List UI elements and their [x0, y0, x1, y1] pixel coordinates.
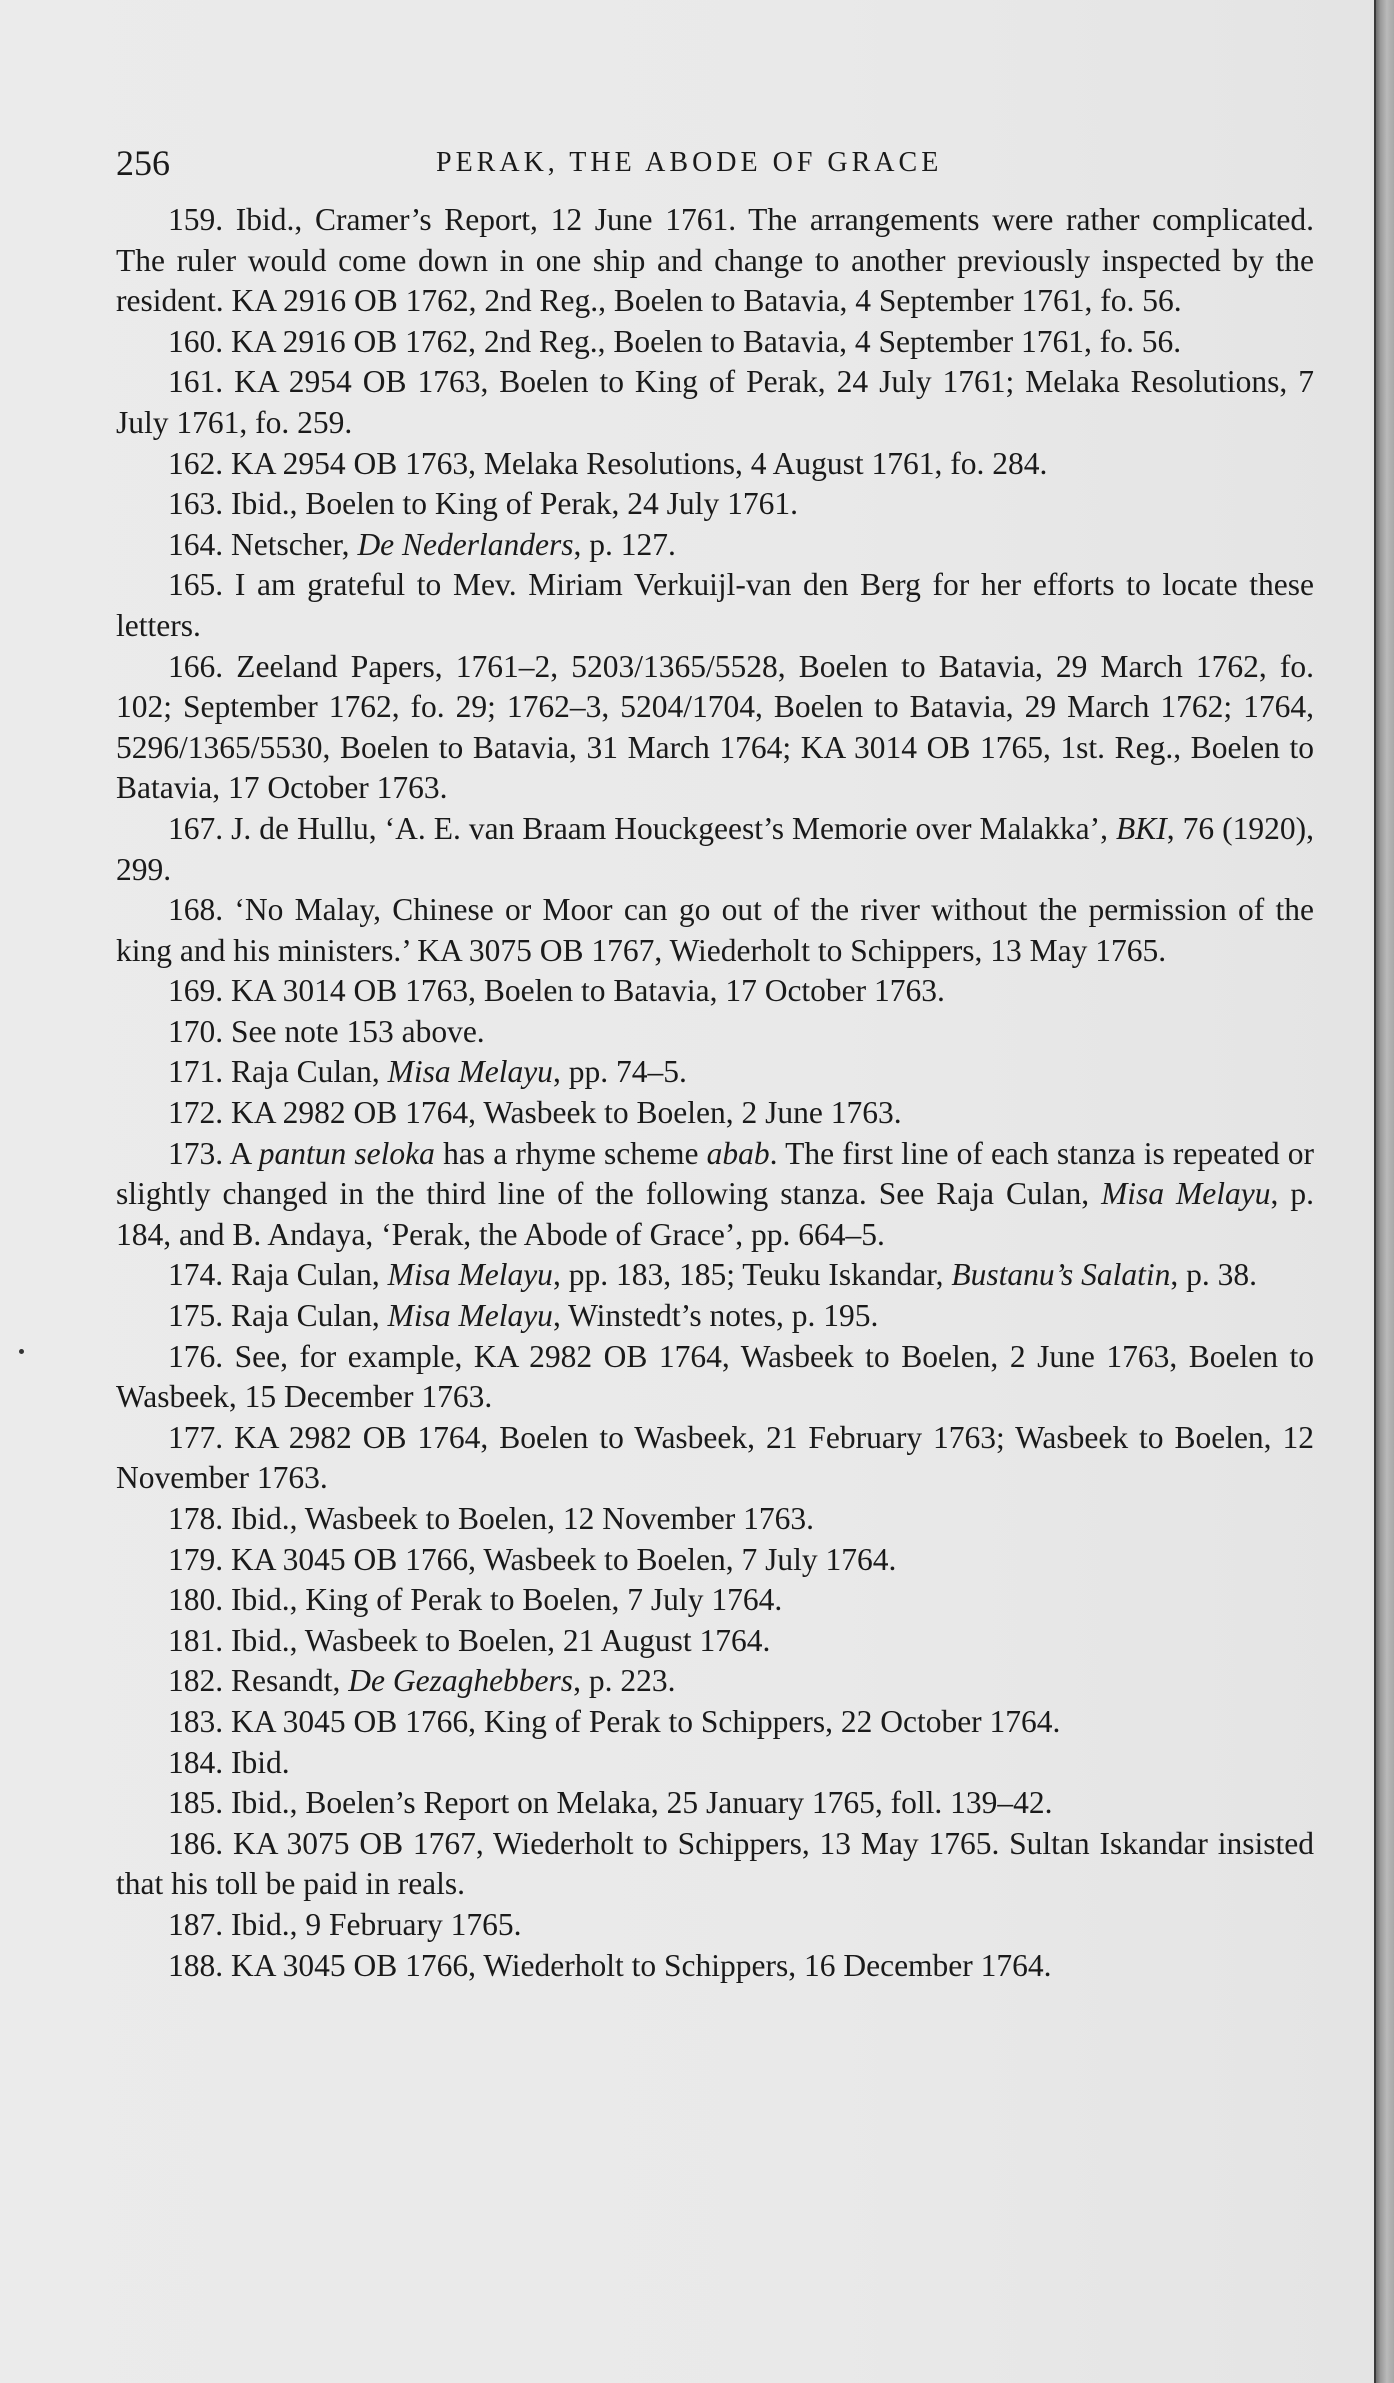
endnote-number: 166.: [168, 648, 224, 684]
endnote-number: 184.: [168, 1744, 224, 1780]
endnote-italic-title: Misa Melayu: [1101, 1176, 1271, 1212]
endnote-text: Resandt,: [223, 1663, 349, 1699]
endnote: [116, 1499, 1314, 1540]
endnote-text: KA 3045 OB 1766, King of Perak to Schippers, 22 October 1764.: [223, 1703, 1061, 1739]
endnote-text: See, for example, KA 2982 OB 1764, Wasbeek to Boelen, 2 June 1763, Boelen to Wasbeek, 15 December 1763.: [116, 1338, 1314, 1415]
endnote-number: 167.: [168, 810, 224, 846]
endnote-text: ‘No Malay, Chinese or Moor can go out of the river without the permission of the king and his ministers.’ KA 3075 OB 1767, Wiederholt to Schippers, 13 May 1765.: [116, 892, 1314, 968]
endnote-number: 160.: [168, 323, 224, 359]
endnote: [116, 1093, 1314, 1134]
endnote-number: 177.: [168, 1419, 224, 1455]
endnote-text: KA 3045 OB 1766, Wasbeek to Boelen, 7 July 1764.: [223, 1541, 897, 1577]
endnote-number: 171.: [168, 1054, 224, 1090]
endnote-text: Ibid., Wasbeek to Boelen, 21 August 1764.: [223, 1622, 771, 1658]
running-title: PERAK, THE ABODE OF GRACE: [436, 147, 943, 178]
endnote-italic-title: pantun seloka: [258, 1135, 435, 1171]
endnote: [116, 1946, 1314, 1987]
endnote-text: , p. 223.: [573, 1663, 676, 1699]
endnote-italic-title: Misa Melayu: [387, 1054, 553, 1090]
endnote: [116, 1743, 1314, 1784]
endnote: [116, 1824, 1314, 1905]
endnote-number: 170.: [168, 1013, 224, 1049]
endnote-text: , pp. 74–5.: [552, 1054, 687, 1090]
endnote-text: . The first line of each stanza is repeated or slightly changed in the third line of the following stanza. See Raja Culan,: [116, 1135, 1314, 1212]
endnote: [116, 362, 1314, 443]
endnote-text: Ibid., Wasbeek to Boelen, 12 November 1763.: [223, 1501, 815, 1536]
endnote-text: KA 2916 OB 1762, 2nd Reg., Boelen to Batavia, 4 September 1761, fo. 56.: [223, 323, 1182, 359]
endnote: [116, 1337, 1314, 1418]
endnote-text: Raja Culan,: [223, 1257, 388, 1293]
book-gutter-shadow: [1376, 0, 1394, 2383]
endnote-text: KA 3075 OB 1767, Wiederholt to Schippers, 13 May 1765. Sultan Iskandar insisted that his toll be paid in reals.: [116, 1825, 1314, 1902]
endnote-text: Raja Culan,: [223, 1054, 388, 1090]
endnote-number: 162.: [168, 445, 224, 481]
endnote-number: 172.: [168, 1095, 224, 1131]
endnote-text: A: [223, 1135, 259, 1171]
endnote: [116, 1296, 1314, 1337]
endnote-text: has a rhyme scheme: [434, 1135, 707, 1171]
endnote-number: 169.: [168, 973, 224, 1009]
endnote-text: Zeeland Papers, 1761–2, 5203/1365/5528, Boelen to Batavia, 29 March 1762, fo. 102; September 1762, fo. 29; 1762–3, 5204/1704, Boelen to Batavia, 29 March 1762; 1764, 5296/1365/5530, Boelen to Batavia, 31 March 1764; KA 3014 OB 1765, 1st. Reg., Boelen to Batavia, 17 October 1763.: [116, 648, 1314, 806]
endnote: [116, 200, 1314, 322]
endnote-text: Ibid., Boelen’s Report on Melaka, 25 January 1765, foll. 139–42.: [223, 1785, 1053, 1821]
endnote: [116, 1702, 1314, 1743]
endnote-number: 164.: [168, 526, 224, 562]
endnote: [116, 484, 1314, 525]
running-head: [116, 140, 1316, 186]
endnote: [116, 1580, 1314, 1621]
endnote-italic-title: Bustanu’s Salatin: [951, 1257, 1171, 1293]
endnote: [116, 1255, 1314, 1296]
endnote-text: I am grateful to Mev. Miriam Verkuijl-van den Berg for her efforts to locate these letters.: [116, 567, 1314, 643]
endnotes-list: [116, 200, 1314, 1986]
endnote: [116, 1621, 1314, 1662]
endnote-italic-title: BKI: [1116, 810, 1167, 846]
endnote-number: 174.: [168, 1257, 224, 1293]
endnote-number: 165.: [168, 567, 224, 603]
endnote-number: 185.: [168, 1785, 224, 1821]
endnote-number: 178.: [168, 1501, 224, 1536]
endnote-text: , p. 184, and B. Andaya, ‘Perak, the Abode of Grace’, pp. 664–5.: [116, 1176, 1314, 1252]
endnote: [116, 322, 1314, 363]
endnote-text: Netscher,: [223, 526, 358, 562]
endnote-text: KA 2954 OB 1763, Melaka Resolutions, 4 August 1761, fo. 284.: [223, 445, 1048, 481]
endnote-number: 183.: [168, 1703, 224, 1739]
endnote-text: , p. 127.: [573, 526, 676, 562]
endnote-number: 175.: [168, 1298, 224, 1334]
endnote-number: 159.: [168, 202, 224, 237]
page-number: 256: [116, 143, 170, 183]
endnote-number: 180.: [168, 1582, 224, 1618]
endnote: [116, 1134, 1314, 1256]
endnote: [116, 525, 1314, 566]
endnote-text: , 76 (1920), 299.: [116, 810, 1314, 887]
endnote: [116, 971, 1314, 1012]
endnote: [116, 444, 1314, 485]
endnote: [116, 1661, 1314, 1702]
endnote-number: 186.: [168, 1825, 224, 1861]
endnote-text: KA 2982 OB 1764, Wasbeek to Boelen, 2 June 1763.: [223, 1095, 902, 1131]
endnote-text: KA 2982 OB 1764, Boelen to Wasbeek, 21 February 1763; Wasbeek to Boelen, 12 November 1763.: [116, 1419, 1314, 1496]
endnote: [116, 647, 1314, 809]
endnote: [116, 565, 1314, 646]
endnote-text: KA 3045 OB 1766, Wiederholt to Schippers, 16 December 1764.: [223, 1947, 1052, 1983]
endnote: [116, 1905, 1314, 1946]
endnote-text: Ibid., Boelen to King of Perak, 24 July 1761.: [223, 486, 798, 522]
endnote-number: 176.: [168, 1338, 224, 1374]
endnote-italic-title: De Nederlanders: [357, 526, 574, 562]
endnote-text: Ibid.: [223, 1744, 290, 1780]
endnote-text: J. de Hullu, ‘A. E. van Braam Houckgeest’s Memorie over Malakka’,: [223, 810, 1117, 846]
endnote-number: 181.: [168, 1622, 224, 1658]
endnote: [116, 890, 1314, 971]
endnote-text: Raja Culan,: [223, 1298, 388, 1334]
endnote-text: , p. 38.: [1170, 1257, 1258, 1293]
endnote-number: 163.: [168, 486, 224, 522]
endnote-text: KA 2954 OB 1763, Boelen to King of Perak, 24 July 1761; Melaka Resolutions, 7 July 1761, fo. 259.: [116, 364, 1314, 440]
endnote-text: KA 3014 OB 1763, Boelen to Batavia, 17 October 1763.: [223, 973, 945, 1009]
endnote-number: 161.: [168, 364, 224, 400]
endnote-text: See note 153 above.: [223, 1013, 485, 1049]
endnote: [116, 1540, 1314, 1581]
endnote: [116, 1783, 1314, 1824]
endnote-italic-title: Misa Melayu: [387, 1257, 553, 1293]
endnote-text: Ibid., King of Perak to Boelen, 7 July 1764.: [223, 1582, 783, 1618]
endnote: [116, 1052, 1314, 1093]
endnote-text: , Winstedt’s notes, p. 195.: [552, 1298, 879, 1334]
endnote-number: 188.: [168, 1947, 224, 1983]
endnote-italic-title: abab: [706, 1135, 770, 1171]
paper-speck: [19, 1349, 24, 1354]
endnote-number: 179.: [168, 1541, 224, 1577]
endnote: [116, 1012, 1314, 1053]
endnote-text: , pp. 183, 185; Teuku Iskandar,: [552, 1257, 952, 1293]
endnote-text: Ibid., Cramer’s Report, 12 June 1761. The arrangements were rather complicated. The ruler would come down in one ship and change to another previously inspected by the resident. KA 2916 OB 1762, 2nd Reg., Boelen to Batavia, 4 September 1761, fo. 56.: [116, 202, 1314, 319]
endnote-number: 187.: [168, 1906, 224, 1942]
endnote: [116, 809, 1314, 890]
endnote-number: 173.: [168, 1135, 224, 1171]
endnote-text: Ibid., 9 February 1765.: [223, 1906, 522, 1942]
endnote-number: 168.: [168, 892, 224, 928]
endnote: [116, 1418, 1314, 1499]
endnote-italic-title: Misa Melayu: [387, 1298, 553, 1334]
endnote-number: 182.: [168, 1663, 224, 1699]
endnote-italic-title: De Gezaghebbers: [348, 1663, 574, 1699]
